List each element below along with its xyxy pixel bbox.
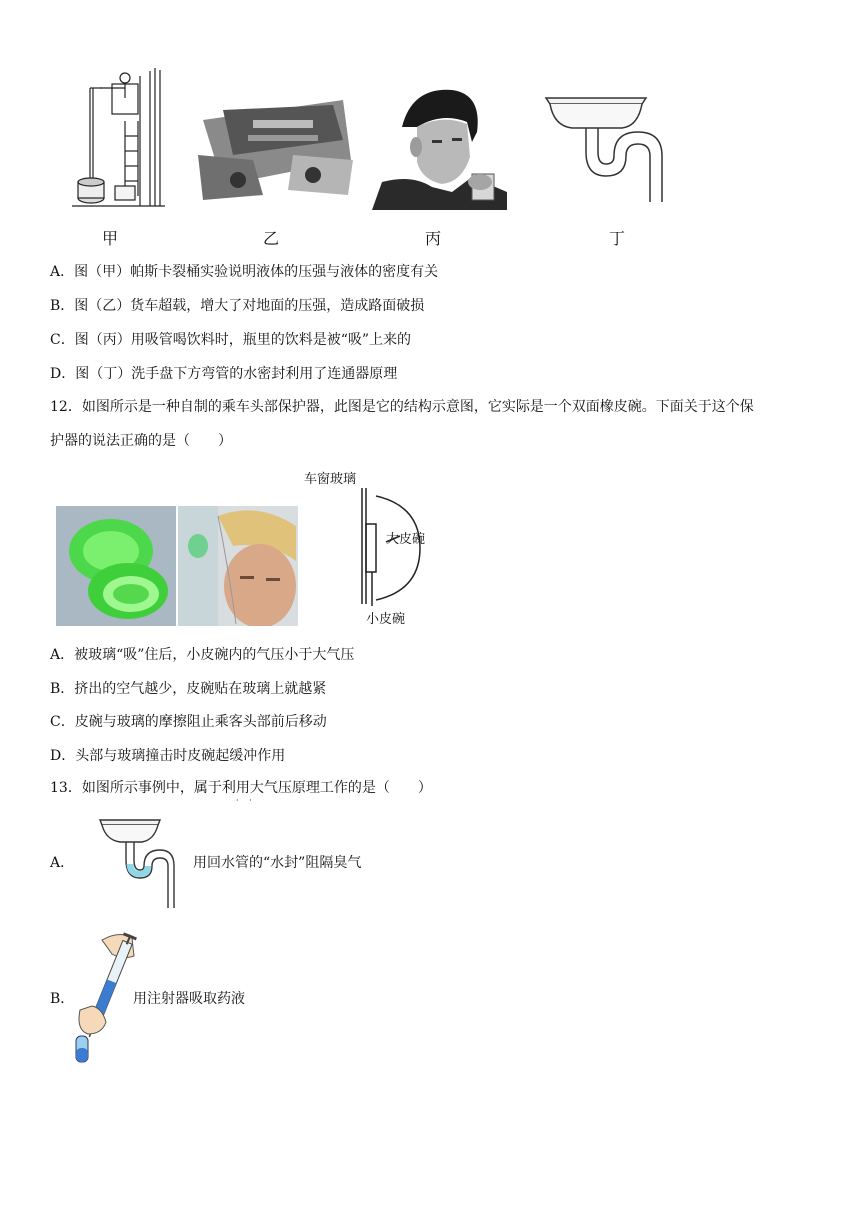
- q13-stem: 13．如图所示事例中，属于利用大气压原理工作的是（ ）: [50, 780, 432, 796]
- q12-option-c: C．皮碗与玻璃的摩擦阻止乘客头部前后移动: [50, 714, 327, 730]
- label-small-cup: 小皮碗: [366, 612, 406, 627]
- q11-option-d: D．图（丁）洗手盘下方弯管的水密封利用了连通器原理: [50, 366, 398, 382]
- figure-label-yi: 乙: [263, 229, 280, 248]
- figure-label-bing: 丙: [425, 229, 442, 248]
- label-big-cup: 大皮碗: [386, 532, 426, 547]
- q13-option-b-text: 用注射器吸取药液: [133, 991, 245, 1007]
- q12-stem-line2: 护器的说法正确的是（ ）: [50, 433, 232, 449]
- figure-syringe: [72, 930, 138, 1066]
- figure-jia: [70, 66, 170, 216]
- q12-option-a: A．被玻璃“吸”住后，小皮碗内的气压小于大气压: [50, 647, 355, 663]
- emphasis-dots: · ·: [236, 796, 256, 805]
- label-window-glass: 车窗玻璃: [304, 472, 357, 487]
- figure-bing: [372, 82, 507, 210]
- q12-option-b: B．挤出的空气越少，皮碗贴在玻璃上就越紧: [50, 681, 327, 697]
- figure-label-ding: 丁: [609, 229, 626, 248]
- figure-water-seal-pipe: [98, 816, 178, 910]
- q13-option-a-text: 用回水管的“水封”阻隔臭气: [193, 855, 362, 871]
- q12-stem-line1: 12．如图所示是一种自制的乘车头部保护器，此图是它的结构示意图，它实际是一个双面橡皮碗。下面关于这个保: [50, 399, 754, 415]
- figure-ding: [542, 92, 670, 204]
- q11-option-a: A．图（甲）帕斯卡裂桶实验说明液体的压强与液体的密度有关: [50, 264, 439, 280]
- figure-label-jia: 甲: [102, 229, 119, 248]
- q11-option-b: B．图（乙）货车超载，增大了对地面的压强，造成路面破损: [50, 298, 425, 314]
- q12-option-d: D．头部与玻璃撞击时皮碗起缓冲作用: [50, 748, 286, 764]
- photo-suction-cup: [56, 506, 176, 626]
- q13-option-a-letter: A．: [50, 855, 75, 871]
- q11-option-c: C．图（丙）用吸管喝饮料时，瓶里的饮料是被“吸”上来的: [50, 332, 412, 348]
- figure-yi: [193, 100, 355, 205]
- q13-option-b-letter: B．: [50, 991, 75, 1007]
- photo-head-on-window: [178, 506, 298, 626]
- diagram-protector-structure: [300, 466, 440, 628]
